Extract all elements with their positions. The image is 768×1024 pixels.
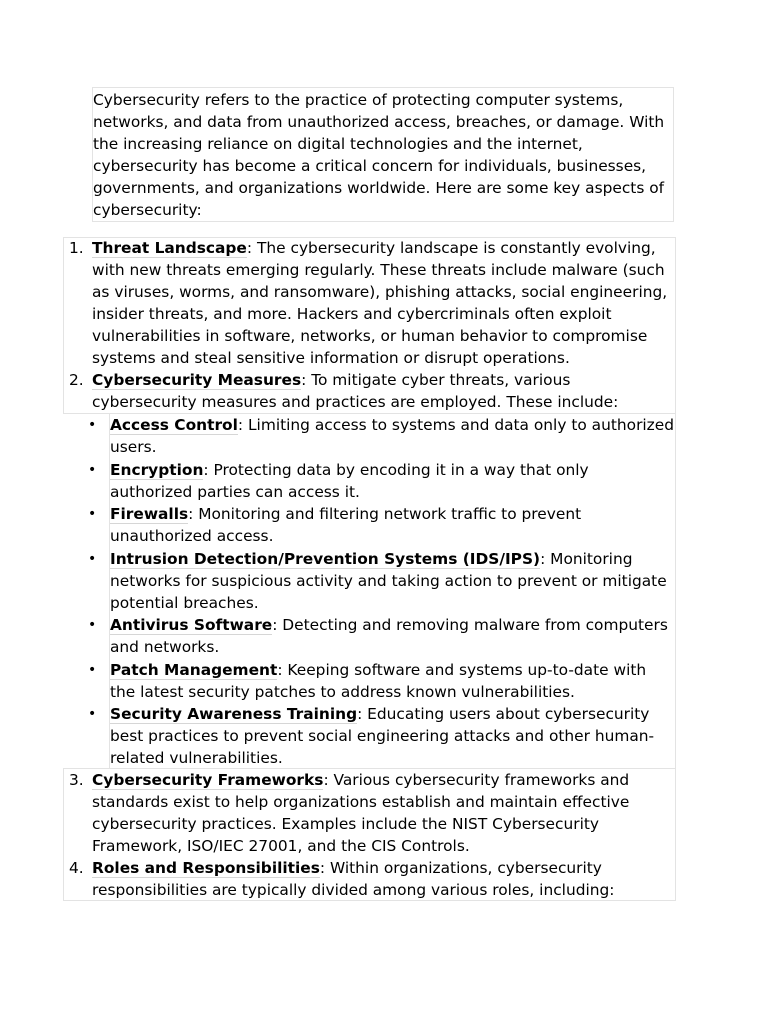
list-item — [63, 857, 675, 901]
list-number: 1. — [69, 239, 84, 257]
term-cybersecurity-frameworks: Cybersecurity Frameworks — [92, 771, 324, 789]
measures-list — [63, 414, 675, 769]
list-number: 2. — [69, 371, 84, 389]
term: Patch Management — [110, 660, 278, 679]
bullet-item — [63, 414, 675, 458]
term: Intrusion Detection/Prevention Systems (IDS/IPS) — [110, 549, 541, 568]
list-number: 3. — [69, 771, 84, 789]
bullet-icon: • — [88, 417, 97, 433]
bullet-item — [63, 459, 675, 503]
item-text: : Monitoring networks for suspicious activity and taking action to prevent or mitigate potential breaches. — [110, 549, 667, 612]
bullet-icon: • — [88, 461, 97, 478]
bullet-item — [63, 548, 675, 614]
item-text: : Within organizations, cybersecurity responsibilities are typically divided among various roles, including: — [92, 859, 615, 899]
aspects-list — [63, 237, 675, 901]
intro-paragraph: Cybersecurity refers to the practice of protecting computer systems, networks, and data from unauthorized access, breaches, or damage. With the increasing reliance on digital technologies and the internet, cybersecurity has become a critical concern for individuals, businesses, governments, and organizations worldwide. Here are some key aspects of cybersecurity: — [93, 91, 665, 219]
bullet-icon: • — [88, 617, 97, 633]
term-threat-landscape: Threat Landscape — [92, 239, 247, 257]
bullet-item — [63, 703, 675, 769]
item-text: : Various cybersecurity frameworks and standards exist to help organizations establish and maintain effective cybersecurity practices. Examples include the NIST Cybersecurity Framework, ISO/IEC 27001, and the CIS Controls. — [92, 771, 630, 855]
item-text: : Limiting access to systems and data only to authorized users. — [110, 416, 674, 456]
bullet-item — [63, 659, 675, 703]
bullet-item — [63, 503, 675, 547]
bullet-icon: • — [88, 506, 97, 522]
term: Security Awareness Training — [110, 705, 358, 723]
item-text: : Detecting and removing malware from computers and networks. — [110, 616, 668, 656]
bullet-icon: • — [88, 550, 97, 567]
item-text: : To mitigate cyber threats, various cybersecurity measures and practices are employed. These include: — [92, 371, 619, 411]
term: Antivirus Software — [110, 616, 273, 634]
term: Encryption — [110, 460, 204, 479]
term: Firewalls — [110, 505, 189, 523]
list-item — [63, 237, 675, 369]
list-item — [63, 369, 675, 769]
bullet-icon: • — [88, 661, 97, 678]
term-cybersecurity-measures: Cybersecurity Measures — [92, 371, 302, 389]
item-text: : Monitoring and filtering network traffic to prevent unauthorized access. — [110, 505, 582, 545]
item-text: : Educating users about cybersecurity best practices to prevent social engineering attacks and other human-related vulnerabilities. — [110, 705, 655, 767]
list-item — [63, 769, 675, 857]
intro-paragraph-box — [92, 87, 674, 222]
item-text: : Protecting data by encoding it in a way that only authorized parties can access it. — [110, 460, 589, 501]
item-text: : Keeping software and systems up-to-date with the latest security patches to address known vulnerabilities. — [110, 660, 647, 701]
bullet-icon: • — [88, 706, 97, 722]
term-roles-responsibilities: Roles and Responsibilities — [92, 859, 320, 877]
list-number: 4. — [69, 859, 84, 877]
term: Access Control — [110, 416, 238, 434]
item-text: : The cybersecurity landscape is constantly evolving, with new threats emerging regularly. These threats include malware (such as viruses, worms, and ransomware), phishing attacks, social engineering, insider threats, and more. Hackers and cybercriminals often exploit vulnerabilities in software, networks, or human behavior to compromise systems and steal sensitive information or disrupt operations. — [92, 239, 668, 367]
bullet-item — [63, 614, 675, 658]
